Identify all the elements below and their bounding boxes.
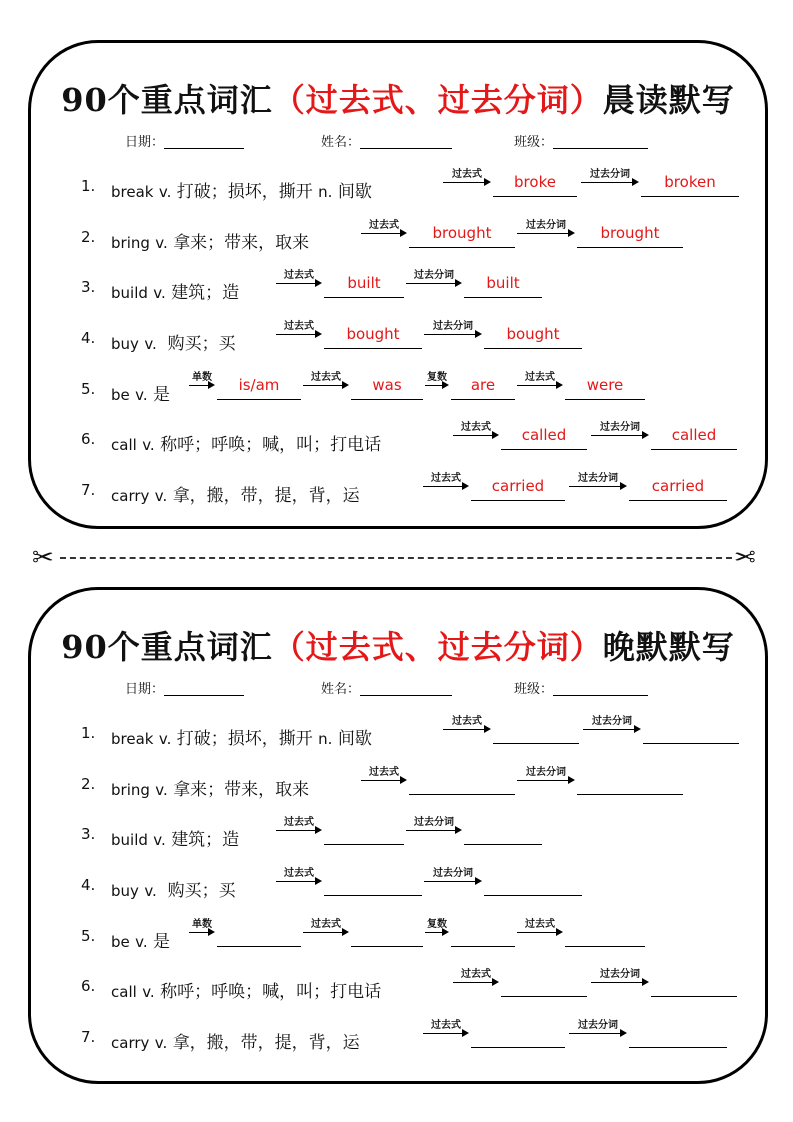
blank-plural[interactable]: [451, 919, 515, 947]
blank-past[interactable]: [351, 919, 423, 947]
name-field[interactable]: 姓名：: [321, 131, 452, 150]
date-field[interactable]: 日期：: [125, 131, 244, 150]
answer-single[interactable]: is/am: [217, 372, 301, 400]
answer-pp[interactable]: called: [651, 422, 737, 450]
arrow-past: 过去式: [453, 965, 499, 989]
arrow-past: 过去式: [443, 712, 491, 736]
arrow-pp: 过去分词: [583, 712, 641, 736]
arrow-past: 过去式: [276, 266, 322, 290]
arrow-pp: 过去分词: [591, 965, 649, 989]
class-field[interactable]: 班级：: [514, 131, 648, 150]
answer-pp[interactable]: brought: [577, 220, 683, 248]
title-highlight: （过去式、过去分词）: [272, 628, 603, 666]
blank-pp[interactable]: [651, 969, 737, 997]
arrow-plural: 复数: [425, 368, 449, 392]
arrow-past: 过去式: [276, 864, 322, 888]
arrow-past: 过去式: [303, 368, 349, 392]
blank-pp[interactable]: [464, 817, 542, 845]
arrow-pp: 过去分词: [406, 266, 462, 290]
answer-plural[interactable]: are: [451, 372, 515, 400]
arrow-past: 过去式: [276, 317, 322, 341]
blank-past[interactable]: [324, 868, 422, 896]
card-title: [31, 622, 765, 668]
arrow-pp: 过去分词: [569, 469, 627, 493]
answer-pp[interactable]: built: [464, 270, 542, 298]
arrow-past: 过去式: [443, 165, 491, 189]
arrow-pp: 过去分词: [591, 418, 649, 442]
arrow-past: 过去式: [517, 915, 563, 939]
answer-past[interactable]: carried: [471, 473, 565, 501]
answer-pp[interactable]: carried: [629, 473, 727, 501]
blank-single[interactable]: [217, 919, 301, 947]
arrow-pp: 过去分词: [424, 317, 482, 341]
cut-line: [60, 557, 732, 559]
blank-past[interactable]: [493, 716, 579, 744]
arrow-pp: 过去分词: [406, 813, 462, 837]
arrow-past: 过去式: [361, 216, 407, 240]
blank-past[interactable]: [409, 767, 515, 795]
answer-past[interactable]: called: [501, 422, 587, 450]
arrow-past: 过去式: [361, 763, 407, 787]
arrow-single: 单数: [189, 368, 215, 392]
title-suffix: 晨读默写: [602, 81, 735, 119]
arrow-past: 过去式: [423, 469, 469, 493]
evening-card: 90个重点词汇（过去式、过去分词）晚默默写 日期： 姓名： 班级： 1. break v. 打破；损坏，撕开 n. 间歇 过去式 过去分词 2. bring v. 拿来；带来，取来 过去式 过去分词 3. build v. 建筑；造 过去式 过去分词 4. buy v. 购买；买 过去式 过去分词 5. be v. 是 单数 过去式 复数 过去式 6. call v. 称呼；呼唤；喊，叫；打电话 过去式 过去分词 7. carry v. 拿，搬，带，提，背，运 过去式 过去分词: [28, 587, 768, 1084]
arrow-past: 过去式: [517, 368, 563, 392]
answer-past[interactable]: bought: [324, 321, 422, 349]
blank-pp[interactable]: [484, 868, 582, 896]
answer-past[interactable]: built: [324, 270, 404, 298]
blank-past[interactable]: [501, 969, 587, 997]
blank-pp[interactable]: [643, 716, 739, 744]
arrow-pp: 过去分词: [517, 763, 575, 787]
arrow-past: 过去式: [423, 1016, 469, 1040]
arrow-plural: 复数: [425, 915, 449, 939]
blank-past-plural[interactable]: [565, 919, 645, 947]
blank-pp[interactable]: [629, 1020, 727, 1048]
answer-past[interactable]: broke: [493, 169, 577, 197]
title-main: 90个重点词汇: [61, 81, 273, 119]
answer-past-plural[interactable]: were: [565, 372, 645, 400]
answer-pp[interactable]: broken: [641, 169, 739, 197]
morning-card: 90个重点词汇（过去式、过去分词）晨读默写 日期： 姓名： 班级： 1. break v. 打破；损坏，撕开 n. 间歇 过去式 broke 过去分词 broken 2. bring v. 拿来；带来，取来 过去式 brought 过去分词 brought 3. build v. 建筑；造 过去式 built 过去分词 built 4. buy v. 购买；买 过去式 bought 过去分词 bought 5. be v. 是 单数 is/am 过去式 was 复数 are 过去式 were 6. call v. 称呼；呼唤；喊，叫；打电话 过去式 called 过去分词 called 7. carry v. 拿，搬，带，提，背，运 过去式 carried 过去分词 carried: [28, 40, 768, 529]
answer-past[interactable]: was: [351, 372, 423, 400]
answer-past[interactable]: brought: [409, 220, 515, 248]
arrow-pp: 过去分词: [424, 864, 482, 888]
arrow-pp: 过去分词: [569, 1016, 627, 1040]
title-main: 90个重点词汇: [61, 628, 273, 666]
name-field[interactable]: 姓名：: [321, 678, 452, 697]
arrow-pp: 过去分词: [581, 165, 639, 189]
title-suffix: 晚默默写: [602, 628, 735, 666]
class-field[interactable]: 班级：: [514, 678, 648, 697]
arrow-single: 单数: [189, 915, 215, 939]
arrow-past: 过去式: [276, 813, 322, 837]
answer-pp[interactable]: bought: [484, 321, 582, 349]
blank-past[interactable]: [324, 817, 404, 845]
date-field[interactable]: 日期：: [125, 678, 244, 697]
blank-past[interactable]: [471, 1020, 565, 1048]
title-highlight: （过去式、过去分词）: [272, 81, 603, 119]
scissors-icon: ✂: [734, 543, 756, 573]
arrow-past: 过去式: [303, 915, 349, 939]
arrow-past: 过去式: [453, 418, 499, 442]
blank-pp[interactable]: [577, 767, 683, 795]
card-title: [31, 75, 765, 121]
arrow-pp: 过去分词: [517, 216, 575, 240]
scissors-icon: ✂: [32, 543, 54, 573]
